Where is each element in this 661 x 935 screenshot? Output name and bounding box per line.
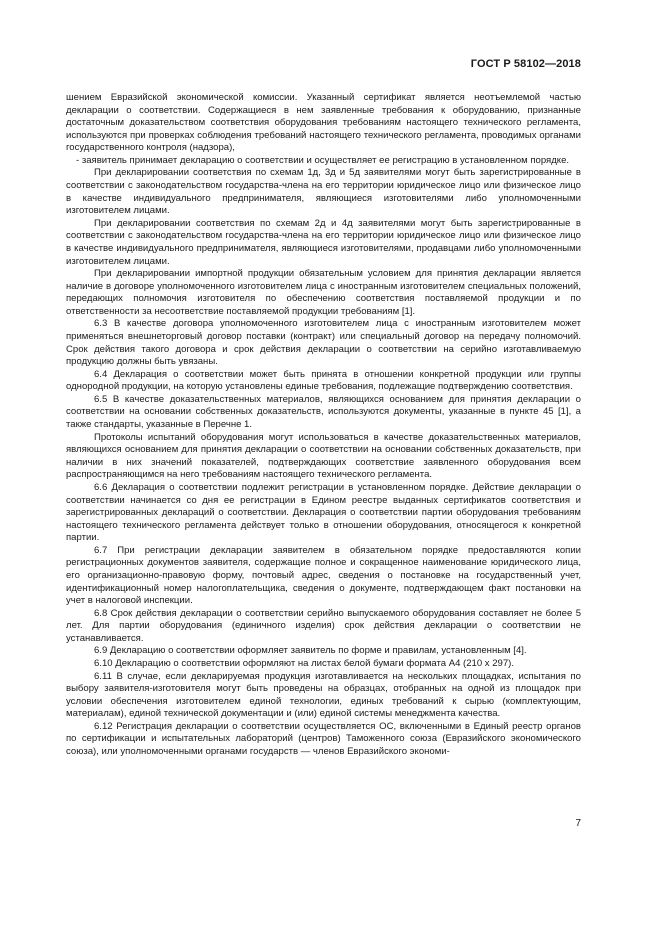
paragraph: При декларировании соответствия по схемам 2д и 4д заявителями могут быть зарегистрированные в соответствии с законодательством государства-члена на его территории юридическое лицо или физическое лицо в качестве индивидуального предпринимателя, являющиеся изготовителями, продавцами либо уполномоченными изготовителем лицами. [66, 217, 581, 267]
clause-6-5: 6.5 В качестве доказательственных материалов, являющихся основанием для принятия декларации о соответствии на основании собственных доказательств, используются документы, указанные в пункте 45 [1], а также стандарты, указанные в Перечне 1. [66, 393, 581, 431]
clause-6-3: 6.3 В качестве договора уполномоченного изготовителем лица с иностранным изготовителем может применяться внешнеторговый договор поставки (контракт) или специальный договор на передачу полномочий. Срок действия такого договора и срок действия декларации о соответствии на серийно изготавливаемую продукцию должны быть увязаны. [66, 318, 581, 368]
clause-6-6: 6.6 Декларация о соответствии подлежит регистрации в установленном порядке. Действие декларации о соответствии начинается со дня ее регистрации в Едином реестре выданных сертификатов соответствия и зарегистрированных деклараций о соответствии. Декларация о соответствии партии оборудования требованиям настоящего технического регламента действует только в отношении оборудования, относящегося к конкретной партии. [66, 481, 581, 544]
paragraph: При декларировании импортной продукции обязательным условием для принятия декларации является наличие в договоре уполномоченного изготовителем лица с иностранным изготовителем специальных положений, передающих полномочия изготовителя по обеспечению соответствия поставляемой продукции и по ответственности за несоответствие поставляемой продукции требованиям [1]. [66, 268, 581, 317]
clause-6-8: 6.8 Срок действия декларации о соответствии серийно выпускаемого оборудования составляет не более 5 лет. Для партии оборудования (единичного изделия) срок действия декларации о соответствии не устанавливается. [66, 607, 581, 644]
paragraph: Протоколы испытаний оборудования могут использоваться в качестве доказательственных материалов, являющихся основанием для принятия декларации о соответствии на основании собственных доказательств, при наличии в них значений показателей, подтверждающих соответствие заявленного оборудования всем распространяющимся на него требованиям настоящего технического регламента. [66, 431, 581, 481]
body-text [66, 92, 581, 759]
clause-6-4: 6.4 Декларация о соответствии может быть принята в отношении конкретной продукции или группы однородной продукции, на которую установлены единые требования, подлежащие подтверждению соответствия. [66, 368, 581, 393]
page-number: 7 [575, 818, 581, 829]
paragraph-continuation: шением Евразийской экономической комиссии. Указанный сертификат является неотъемлемой частью декларации о соответствии. Содержащиеся в нем заявленные требования к оборудованию, признанные достаточным доказательством соответствия оборудования требованиям настоящего технического регламента, используются при проверках соблюдения требований настоящего технического регламента, проводимых органами государственного контроля (надзора), [66, 92, 581, 154]
clause-6-11: 6.11 В случае, если декларируемая продукция изготавливается на нескольких площадках, испытания по выбору заявителя-изготовителя могут быть проведены на образцах, отобранных на одной из площадок при условии обеспечения изготовителем единой технологии, единых требований к сырью (комплектующим, материалам), единой технической документации и (или) единой системы менеджмента качества. [66, 670, 581, 720]
list-item: - заявитель принимает декларацию о соответствии и осуществляет ее регистрацию в установленном порядке. [76, 154, 570, 166]
paragraph: При декларировании соответствия по схемам 1д, 3д и 5д заявителями могут быть зарегистрированные в соответствии с законодательством государства-члена на его территории юридическое лицо или физическое лицо в качестве индивидуального предпринимателя, являющиеся изготовителями либо уполномоченными изготовителем лицами. [66, 167, 581, 217]
document-code-header: ГОСТ Р 58102—2018 [470, 58, 581, 70]
clause-6-9: 6.9 Декларацию о соответствии оформляет заявитель по форме и правилам, установленным [4]. [94, 645, 527, 657]
clause-6-10: 6.10 Декларацию о соответствии оформляют на листах белой бумаги формата А4 (210 х 297). [94, 658, 514, 670]
clause-6-12: 6.12 Регистрация декларации о соответствии осуществляется ОС, включенными в Единый реестр органов по сертификации и испытательных лабораторий (центров) Таможенного союза (Евразийского экономического союза), или уполномоченными органами государств — членов Евразийского экономи- [66, 720, 581, 758]
clause-6-7: 6.7 При регистрации декларации заявителем в обязательном порядке предоставляются копии регистрационных документов заявителя, содержащие полное и сокращенное наименование юридического лица, его организационно-правовую форму, почтовый адрес, сведения о постановке на государственный учет, идентификационный номер налогоплательщика, сведения о документе, подтверждающем факт постановки на учет в налоговой инспекции. [66, 544, 581, 607]
